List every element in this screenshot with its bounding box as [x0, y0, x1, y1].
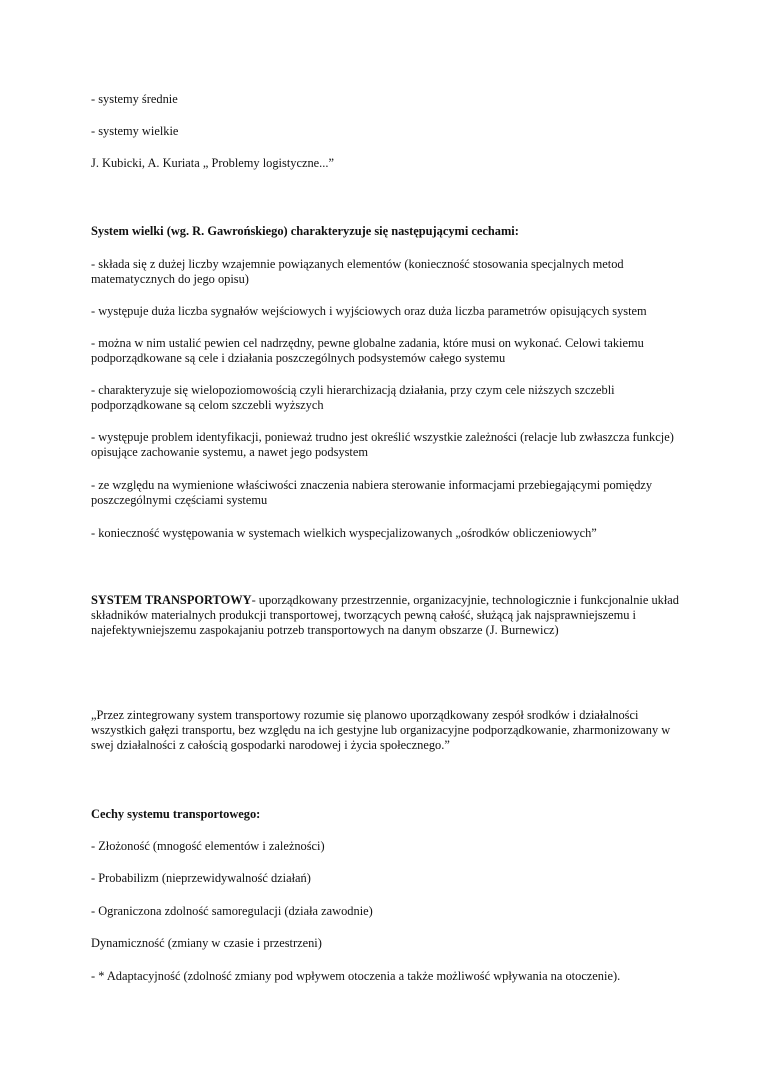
list-item: - Ograniczona zdolność samoregulacji (działa zawodnie) — [91, 904, 373, 918]
list-item: - występuje duża liczba sygnałów wejściowych i wyjściowych oraz duża liczba parametrów opisujących system — [91, 304, 647, 318]
definition-paragraph — [91, 593, 681, 638]
citation-line: J. Kubicki, A. Kuriata „ Problemy logistyczne...” — [91, 156, 334, 170]
list-item: - można w nim ustalić pewien cel nadrzędny, pewne globalne zadania, które musi on wykonać. Celowi takiemu podporządkowane są cele i działania poszczególnych podsystemów całego systemu — [91, 336, 644, 365]
list-item: - Złożoność (mnogość elementów i zależności) — [91, 839, 325, 853]
list-item-systemy-wielkie: - systemy wielkie — [91, 124, 179, 138]
section-heading-cechy: Cechy systemu transportowego: — [91, 807, 261, 821]
list-item: Dynamiczność (zmiany w czasie i przestrzeni) — [91, 936, 322, 950]
definition-text: - uporządkowany przestrzennie, organizacyjnie, technologicznie i funkcjonalnie układ składników materialnych produkcji transportowej, tworzących pewną całość, służącą jak najsprawniejszemu i najefektywniejszemu zaspokajaniu potrzeb transportowych na danym obszarze (J. Burnewicz) — [91, 593, 680, 637]
list-item-systemy-srednie: - systemy średnie — [91, 92, 178, 106]
quote-paragraph: „Przez zintegrowany system transportowy rozumie się planowo uporządkowany zespół srodków i działalności wszystkich gałęzi transportu, bez względu na ich gestyjne lub organizacyjne podporządkowanie, zharmonizowany w swej działalności z całością gospodarki narodowej i życia społecznego.” — [91, 708, 671, 752]
section-heading-system-wielki: System wielki (wg. R. Gawrońskiego) charakteryzuje się następującymi cechami: — [91, 224, 519, 238]
list-item: - składa się z dużej liczby wzajemnie powiązanych elementów (konieczność stosowania specjalnych metod matematycznych do jego opisu) — [91, 257, 624, 286]
definition-term: SYSTEM TRANSPORTOWY — [91, 593, 252, 607]
list-item: - Probabilizm (nieprzewidywalność działań) — [91, 871, 311, 885]
list-item: - występuje problem identyfikacji, ponieważ trudno jest określić wszystkie zależności (relacje lub zwłaszcza funkcje) opisujące zachowanie systemu, a nawet jego podsystem — [91, 430, 674, 459]
list-item: - * Adaptacyjność (zdolność zmiany pod wpływem otoczenia a także możliwość wpływania na otoczenie). — [91, 969, 621, 983]
list-item: - ze względu na wymienione właściwości znaczenia nabiera sterowanie informacjami przebiegającymi pomiędzy poszczególnymi częściami systemu — [91, 478, 653, 507]
list-item: - konieczność występowania w systemach wielkich wyspecjalizowanych „ośrodków obliczeniowych” — [91, 526, 597, 540]
list-item: - charakteryzuje się wielopoziomowością czyli hierarchizacją działania, przy czym cele niższych szczebli podporządkowane są celom szczebli wyższych — [91, 383, 615, 412]
